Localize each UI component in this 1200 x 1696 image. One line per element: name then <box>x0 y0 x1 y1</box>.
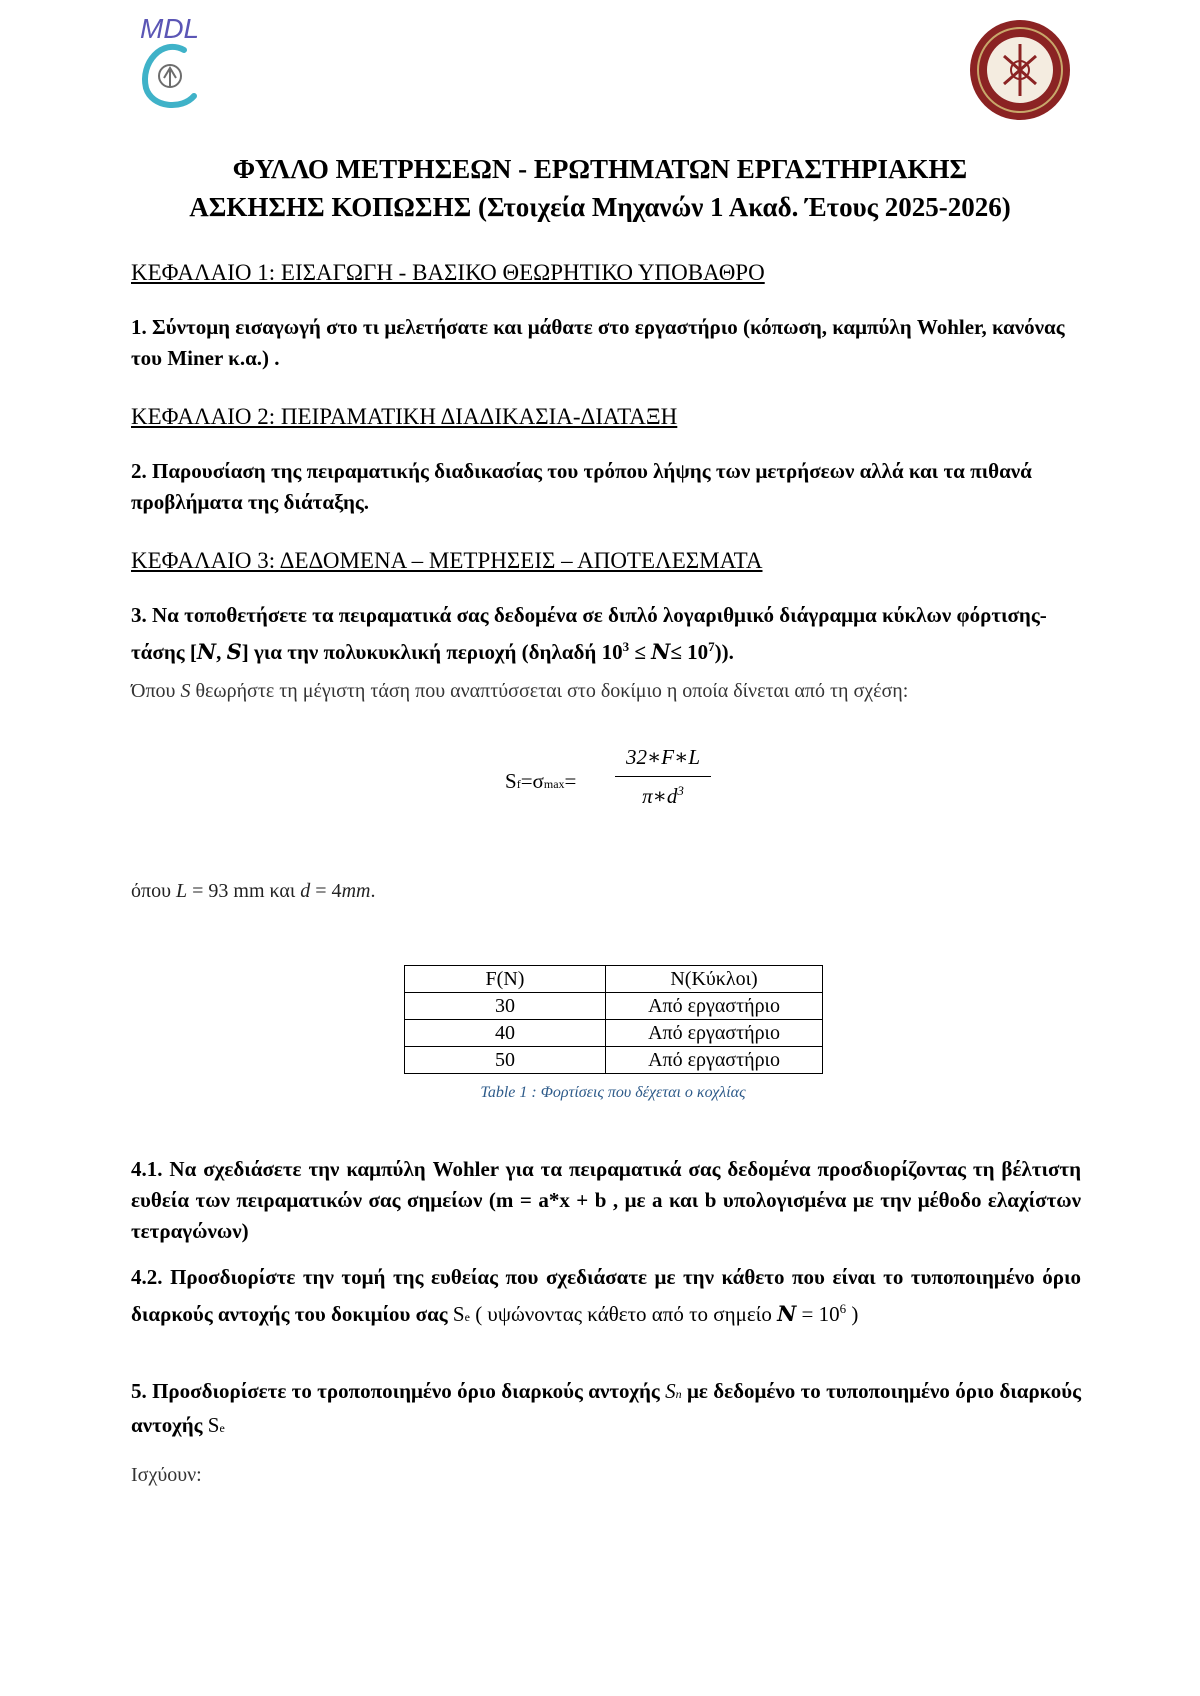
q42-exp: 6 <box>839 1301 847 1316</box>
q3-var-s: S <box>226 639 242 664</box>
q5-text-a: 5. Προσδιορίσετε το τροποποιημένο όριο διαρκούς αντοχής <box>131 1379 666 1403</box>
svg-text:MDL: MDL <box>140 13 200 44</box>
q42-se: S <box>452 1302 465 1326</box>
formula-s: S <box>505 769 517 793</box>
chapter-2-heading: ΚΕΦΑΛΑΙΟ 2: ΠΕΙΡΑΜΑΤΙΚΗ ΔΙΑΔΙΚΑΣΙΑ-ΔΙΑΤΑΞΗ <box>131 404 678 429</box>
table-cell-f: 30 <box>405 993 606 1020</box>
question-5 <box>131 1376 1081 1444</box>
where-l-d-text <box>131 880 375 903</box>
q3-text-e: )). <box>714 640 734 664</box>
formula-numerator: 32∗F∗L <box>625 745 701 769</box>
mdl-logo <box>132 8 222 116</box>
title-line-2: ΑΣΚΗΣΗΣ ΚΟΠΩΣΗΣ (Στοιχεία Μηχανών 1 Ακαδ. Έτους 2025-2026) <box>189 192 1011 222</box>
table-row <box>405 1047 823 1074</box>
where-c: = 4 <box>310 880 342 902</box>
q5-sn: S <box>665 1379 676 1403</box>
table-row <box>405 993 823 1020</box>
table-cell-f: 50 <box>405 1047 606 1074</box>
formula-sigma: =σ <box>520 769 544 793</box>
q3-comma: , <box>216 640 227 664</box>
where-s-b: θεωρήστε τη μέγιστη τάση που αναπτύσσεται στο δοκίμιο η οποία δίνεται από τη σχέση: <box>190 680 909 702</box>
table-cell-n: Από εργαστήριο <box>606 1047 823 1074</box>
q42-text-b: ( υψώνοντας κάθετο από το σημείο <box>469 1302 778 1326</box>
isxyoun-text: Ισχύουν: <box>131 1464 202 1486</box>
where-s-var: S <box>180 680 191 702</box>
q42-text-a: 4.2. Προσδιορίστε την τομή της ευθείας που σχεδιάσατε με την κάθετο που είναι το τυποποιημένο όριο διαρκούς αντοχής του δοκιμίου σας <box>131 1265 1081 1326</box>
question-1: 1. Σύντομη εισαγωγή στο τι μελετήσατε και μάθατε στο εργαστήριο (κόπωση, καμπύλη Wohler, κανόνας του Miner κ.α.) . <box>131 315 1065 370</box>
stress-formula <box>505 745 725 815</box>
q5-se: S <box>207 1413 220 1437</box>
chapter-3-heading: ΚΕΦΑΛΑΙΟ 3: ΔΕΔΟΜΕΝΑ – ΜΕΤΡΗΣΕΙΣ – ΑΠΟΤΕΛΕΣΜΑΤΑ <box>131 548 763 573</box>
table-cell-n: Από εργαστήριο <box>606 1020 823 1047</box>
formula-den-text: π∗d <box>642 784 678 808</box>
q42-var-n: N <box>777 1301 797 1326</box>
q5-sn-sub: n <box>675 1387 682 1401</box>
where-b: = 93 mm και <box>187 880 301 902</box>
where-a: όπου <box>131 880 176 902</box>
university-seal <box>968 18 1072 122</box>
formula-den-exp: 3 <box>677 783 684 798</box>
q5-se-sub: e <box>219 1421 225 1435</box>
q3-var-n: N <box>196 639 217 664</box>
where-s-text <box>131 680 908 703</box>
table-caption: Table 1 : Φορτίσεις που δέχεται ο κοχλίας <box>480 1084 746 1101</box>
q3-text-a: 3. Να τοποθετήσετε τα πειραματικά σας δεδομένα σε διπλό λογαριθμικό διάγραμμα κύκλων φόρτισης-τάσης [ <box>131 603 1047 664</box>
table-header-row <box>405 966 823 993</box>
where-dot: . <box>370 880 376 902</box>
chapter-1-heading: ΚΕΦΑΛΑΙΟ 1: ΕΙΣΑΓΩΓΗ - ΒΑΣΙΚΟ ΘΕΩΡΗΤΙΚΟ ΥΠΟΒΑΘΡΟ <box>131 260 765 285</box>
q3-leq: ≤ <box>629 640 652 664</box>
q3-var-n2: N <box>651 639 671 664</box>
title-line-1: ΦΥΛΛΟ ΜΕΤΡΗΣΕΩΝ - ΕΡΩΤΗΜΑΤΩΝ ΕΡΓΑΣΤΗΡΙΑΚΗΣ <box>232 154 968 184</box>
q42-text-c: = 10 <box>796 1302 840 1326</box>
fraction-bar <box>615 776 711 777</box>
question-2: 2. Παρουσίαση της πειραματικής διαδικασίας του τρόπου λήψης των μετρήσεων αλλά και τα πιθανά προβλήματα της διάταξης. <box>131 459 1032 514</box>
table-header-n: N(Κύκλοι) <box>606 966 823 993</box>
q3-text-b: ] για την πολυκυκλική περιοχή (δηλαδή 10 <box>241 640 623 664</box>
formula-denominator <box>615 783 711 809</box>
table-cell-n: Από εργαστήριο <box>606 993 823 1020</box>
formula-s-sub: f <box>516 777 521 791</box>
table-header-f: F(N) <box>405 966 606 993</box>
formula-eq: = <box>564 769 577 793</box>
q3-exp-2: 7 <box>708 639 715 654</box>
table-cell-f: 40 <box>405 1020 606 1047</box>
loads-table <box>404 965 823 1074</box>
where-var-d: d <box>300 880 311 902</box>
q5-text-b: με δεδομένο το τυποποιημένο όριο διαρκούς αντοχής <box>131 1379 1081 1437</box>
table-row <box>405 1020 823 1047</box>
question-4-2 <box>131 1262 1081 1333</box>
q42-text-d: ) <box>846 1302 859 1326</box>
question-4-1: 4.1. Να σχεδιάσετε την καμπύλη Wohler για τα πειραματικά σας δεδομένα προσδιορίζοντας τη βέλτιστη ευθεία των πειραματικών σας σημείων (m = a*x + b , με a και b υπολογισμένα με την μέθοδο ελαχίστων τετραγώνων) <box>131 1157 1081 1243</box>
where-var-l: L <box>176 880 188 902</box>
q3-text-d: ≤ 10 <box>670 640 709 664</box>
question-3 <box>131 600 1081 668</box>
where-mm: mm <box>341 880 371 902</box>
formula-sigma-sub: max <box>543 777 565 791</box>
page-title <box>100 150 1100 226</box>
q42-se-sub: e <box>464 1310 470 1324</box>
q3-exp-1: 3 <box>622 639 630 654</box>
where-s-a: Όπου <box>131 680 181 702</box>
